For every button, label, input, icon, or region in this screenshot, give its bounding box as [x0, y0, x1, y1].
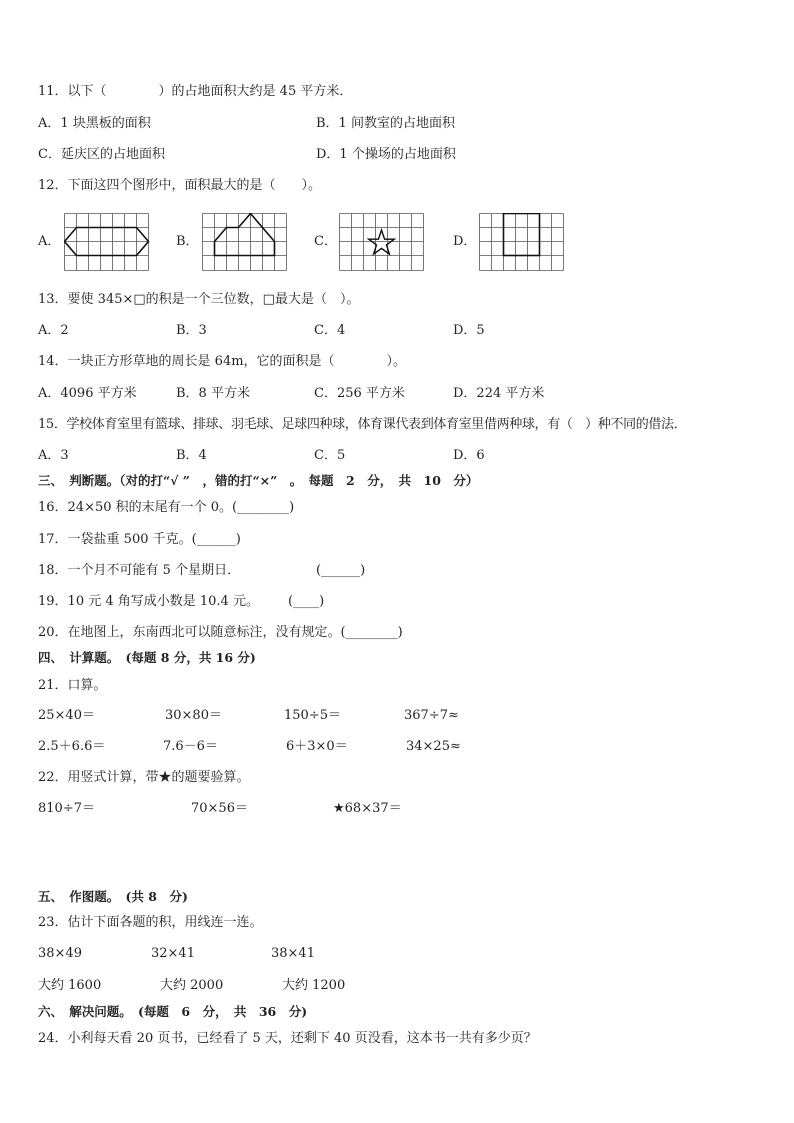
- q17: 17．一袋盐重 500 千克。(______): [38, 532, 241, 547]
- q22-item-starred: ★68×37＝: [333, 801, 402, 816]
- q18-stem: 18．一个月不可能有 5 个星期日．: [38, 563, 241, 578]
- q13-stem: 13．要使 345×□的积是一个三位数，□最大是（ ）。: [38, 292, 360, 307]
- q23-estimate[interactable]: 大约 2000: [160, 978, 224, 993]
- q21-item: 367÷7≈: [404, 708, 459, 723]
- q14-option-c[interactable]: C．256 平方米: [314, 386, 405, 401]
- q13-option-d[interactable]: D．5: [453, 323, 485, 338]
- q12-label-c[interactable]: C．: [314, 234, 337, 249]
- q14-option-d[interactable]: D．224 平方米: [453, 386, 545, 401]
- q12-label-d[interactable]: D．: [453, 234, 477, 249]
- q23-product[interactable]: 38×41: [271, 946, 315, 961]
- q19-answer-blank[interactable]: (____): [288, 594, 325, 609]
- q21-item: 150÷5＝: [284, 708, 341, 723]
- q11-option-a[interactable]: A．1 块黑板的面积: [38, 116, 151, 131]
- q11-option-b[interactable]: B．1 间教室的占地面积: [316, 116, 455, 131]
- q21-item: 34×25≈: [406, 739, 461, 754]
- q22-item: 810÷7＝: [38, 801, 95, 816]
- q18-answer-blank[interactable]: (______): [316, 563, 366, 578]
- q12-label-a[interactable]: A．: [38, 234, 61, 249]
- q23-estimate[interactable]: 大约 1600: [38, 978, 102, 993]
- q23-product[interactable]: 38×49: [38, 946, 82, 961]
- q20: 20．在地图上，东南西北可以随意标注，没有规定。(________): [38, 625, 403, 640]
- q23-stem: 23．估计下面各题的积，用线连一连。: [38, 915, 263, 930]
- rectangle-on-grid-icon: [479, 213, 565, 271]
- q21-item: 7.6－6＝: [163, 739, 218, 754]
- q14-option-a[interactable]: A．4096 平方米: [38, 386, 137, 401]
- q13-option-a[interactable]: A．2: [38, 323, 69, 338]
- q14-option-b[interactable]: B．8 平方米: [176, 386, 250, 401]
- q11-option-c[interactable]: C．延庆区的占地面积: [38, 147, 165, 162]
- q23-product[interactable]: 32×41: [151, 946, 195, 961]
- q19-stem: 19．10 元 4 角写成小数是 10.4 元。: [38, 594, 259, 609]
- q24: 24．小利每天看 20 页书，已经看了 5 天，还剩下 40 页没看，这本书一共有多少页？: [38, 1031, 537, 1046]
- hexagon-on-grid-icon: [64, 213, 150, 271]
- q15-option-a[interactable]: A．3: [38, 448, 69, 463]
- q12-stem: 12．下面这四个图形中，面积最大的是（ ）。: [38, 178, 322, 193]
- q15-option-d[interactable]: D．6: [453, 448, 485, 463]
- q21-item: 30×80＝: [165, 708, 222, 723]
- q21-stem: 21．口算。: [38, 678, 107, 693]
- section-6-heading: 六、 解决问题。 (每题 6 分， 共 36 分): [38, 1004, 308, 1019]
- section-3-heading: 三、 判断题。（对的打“√ ” ，错的打“×” 。 每题 2 分， 共 10 分）: [38, 473, 479, 488]
- q15-stem: 15．学校体育室里有篮球、排球、羽毛球、足球四种球，体育课代表到体育室里借两种球，有（ ）种不同的借法．: [38, 417, 687, 432]
- q23-estimate[interactable]: 大约 1200: [282, 978, 346, 993]
- q12-label-b[interactable]: B．: [176, 234, 199, 249]
- q21-item: 6＋3×0＝: [286, 739, 348, 754]
- q13-option-b[interactable]: B．3: [176, 323, 207, 338]
- q21-item: 2.5＋6.6＝: [38, 739, 106, 754]
- section-5-heading: 五、 作图题。 (共 8 分): [38, 889, 188, 904]
- star-on-grid-icon: [339, 213, 425, 271]
- q21-item: 25×40＝: [38, 708, 95, 723]
- q22-item: 70×56＝: [191, 801, 248, 816]
- q14-stem: 14．一块正方形草地的周长是 64m，它的面积是（ ）。: [38, 354, 407, 369]
- q15-option-b[interactable]: B．4: [176, 448, 207, 463]
- q13-option-c[interactable]: C．4: [314, 323, 346, 338]
- q11-option-d[interactable]: D．1 个操场的占地面积: [316, 147, 456, 162]
- q11-stem: 11．以下（ ）的占地面积大约是 45 平方米．: [38, 84, 353, 99]
- section-4-heading: 四、 计算题。 (每题 8 分，共 16 分): [38, 650, 256, 665]
- q22-stem: 22．用竖式计算，带★的题要验算。: [38, 770, 250, 785]
- house-shape-on-grid-icon: [202, 213, 288, 271]
- q15-option-c[interactable]: C．5: [314, 448, 346, 463]
- q16: 16．24×50 积的末尾有一个 0。(________): [38, 500, 295, 515]
